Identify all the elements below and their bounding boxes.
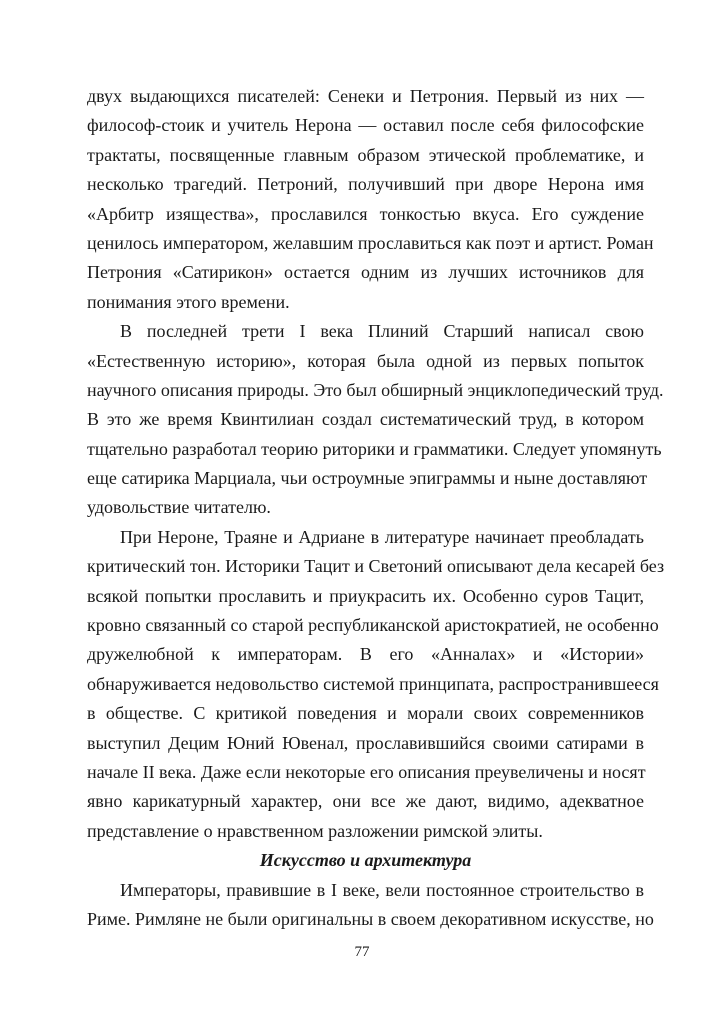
paragraph [87,876,654,935]
text-line: обнаруживается недовольство системой принципата, распространившееся [87,673,659,694]
text-line: В это же время Квинтилиан создал систематический труд, в котором [87,409,644,430]
text-line: «Естественную историю», которая была одной из первых попыток [87,350,644,371]
text-line: Петрония «Сатирикон» остается одним из лучших источников для [87,262,644,283]
text-line: кровно связанный со старой республиканской аристократией, не особенно [87,615,659,636]
text-line: еще сатирика Марциала, чьи остроумные эпиграммы и ныне доставляют [87,468,648,489]
text-line: дружелюбной к императорам. В его «Анналах» и «Истории» [87,644,644,665]
text-line: понимания этого времени. [87,291,290,312]
text-line: «Арбитр изящества», прославился тонкостью вкуса. Его суждение [87,203,644,224]
paragraph [87,317,664,523]
paragraph [87,523,665,846]
section-heading: Искусство и архитектура [259,850,472,871]
text-line: представление о нравственном разложении римской элиты. [87,820,543,841]
text-line: В последней трети I века Плиний Старший написал свою [120,321,644,342]
text-line: начале II века. Даже если некоторые его описания преувеличены и носят [87,761,646,782]
text-line: всякой попытки прославить и приукрасить их. Особенно суров Тацит, [87,585,644,606]
text-line: ценилось императором, желавшим прославиться как поэт и артист. Роман [87,232,654,253]
page-number: 77 [354,944,370,960]
text-line: Императоры, правившие в I веке, вели постоянное строительство в [120,879,644,900]
text-line: научного описания природы. Это был обширный энциклопедический труд. [87,379,664,400]
text-line: философ-стоик и учитель Нерона — оставил после себя философские [87,115,644,136]
text-line: критический тон. Историки Тацит и Светоний описывают дела кесарей без [87,556,665,577]
text-line: трактаты, посвященные главным образом этической проблематике, и [87,144,644,165]
text-line: несколько трагедий. Петроний, получивший при дворе Нерона имя [87,174,644,195]
paragraph [87,82,654,317]
text-line: двух выдающихся писателей: Сенеки и Петрония. Первый из них — [87,86,644,106]
text-line: Риме. Римляне не были оригинальны в своем декоративном искусстве, но [87,908,654,929]
document-body [87,82,665,934]
text-line: в обществе. С критикой поведения и морали своих современников [87,703,644,724]
text-line: тщательно разработал теорию риторики и грамматики. Следует упомянуть [87,438,662,459]
text-line: удовольствие читателю. [87,497,271,518]
text-line: выступил Децим Юний Ювенал, прославившийся своими сатирами в [87,732,644,753]
text-line: явно карикатурный характер, они все же дают, видимо, адекватное [87,791,644,812]
text-line: При Нероне, Траяне и Адриане в литературе начинает преобладать [120,526,644,547]
